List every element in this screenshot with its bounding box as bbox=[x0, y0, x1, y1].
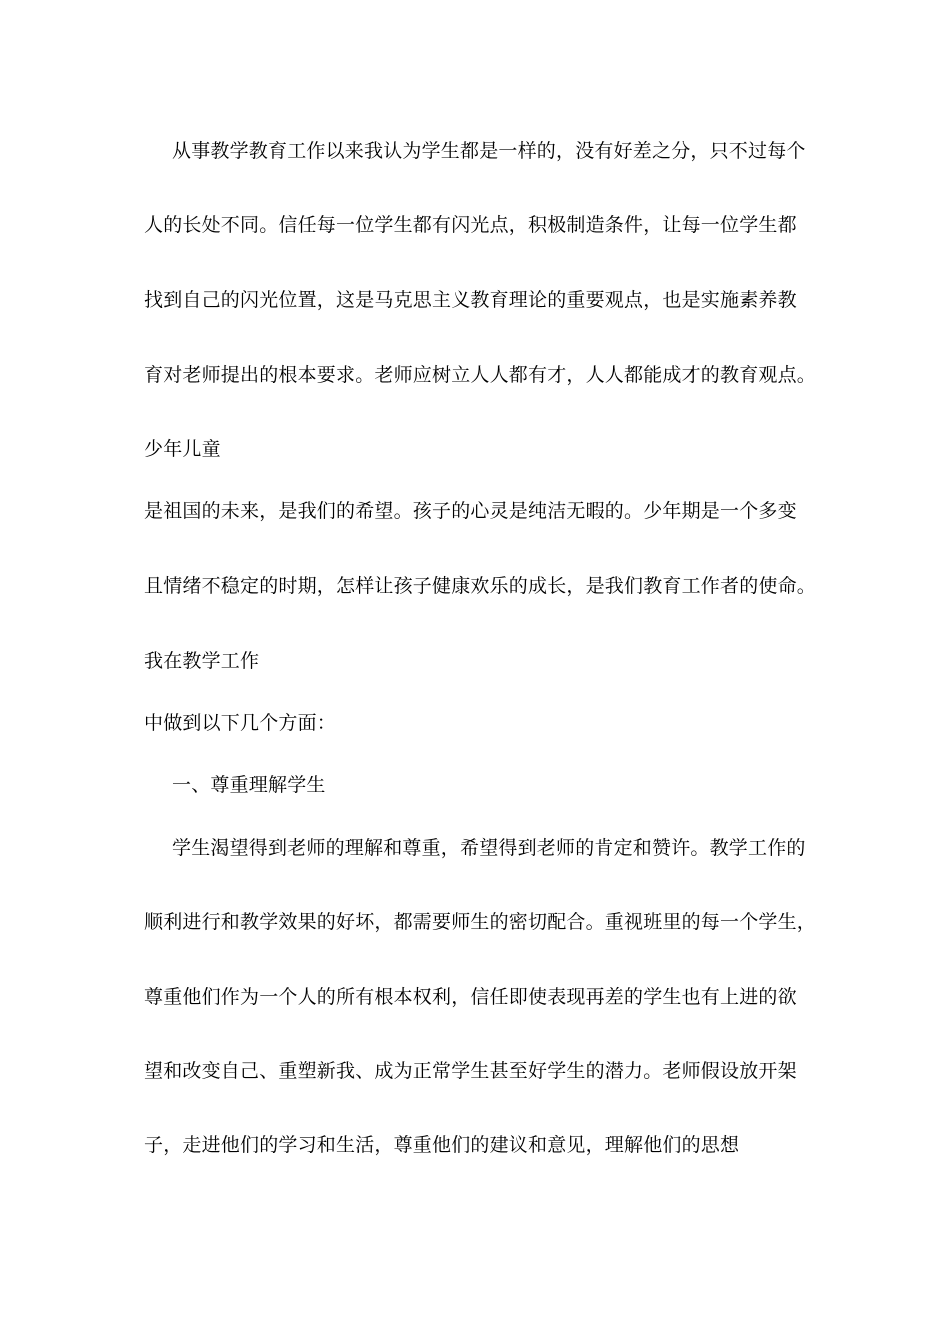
paragraph-2-line-2: 是祖国的未来，是我们的希望。孩子的心灵是纯洁无暇的。少年期是一个多变 bbox=[144, 500, 797, 522]
paragraph-1-line-3: 找到自己的闪光位置，这是马克思主义教育理论的重要观点，也是实施素养教 bbox=[144, 289, 797, 311]
paragraph-4-line-1: 学生渴望得到老师的理解和尊重，希望得到老师的肯定和赞许。教学工作的 bbox=[172, 837, 806, 859]
paragraph-1-line-1: 从事教学教育工作以来我认为学生都是一样的，没有好差之分，只不过每个 bbox=[172, 140, 806, 162]
paragraph-3-line-2: 中做到以下几个方面： bbox=[144, 712, 337, 734]
paragraph-1-line-2: 人的长处不同。信任每一位学生都有闪光点，积极制造条件，让每一位学生都 bbox=[144, 214, 797, 236]
paragraph-4-line-5: 子，走进他们的学习和生活，尊重他们的建议和意见，理解他们的思想 bbox=[144, 1134, 740, 1156]
paragraph-4-line-4: 望和改变自己、重塑新我、成为正常学生甚至好学生的潜力。老师假设放开架 bbox=[144, 1060, 797, 1082]
paragraph-3-line-1: 我在教学工作 bbox=[144, 650, 260, 672]
paragraph-2-line-3: 且情绪不稳定的时期，怎样让孩子健康欢乐的成长，是我们教育工作者的使命。 bbox=[144, 575, 817, 597]
paragraph-1-line-4: 育对老师提出的根本要求。老师应树立人人都有才，人人都能成才的教育观点。 bbox=[144, 364, 817, 386]
section-heading: 一、尊重理解学生 bbox=[172, 774, 326, 796]
paragraph-4-line-2: 顺利进行和教学效果的好坏，都需要师生的密切配合。重视班里的每一个学生， bbox=[144, 911, 817, 933]
paragraph-4-line-3: 尊重他们作为一个人的所有根本权利，信任即使表现再差的学生也有上进的欲 bbox=[144, 986, 797, 1008]
paragraph-2-line-1: 少年儿童 bbox=[144, 438, 221, 460]
